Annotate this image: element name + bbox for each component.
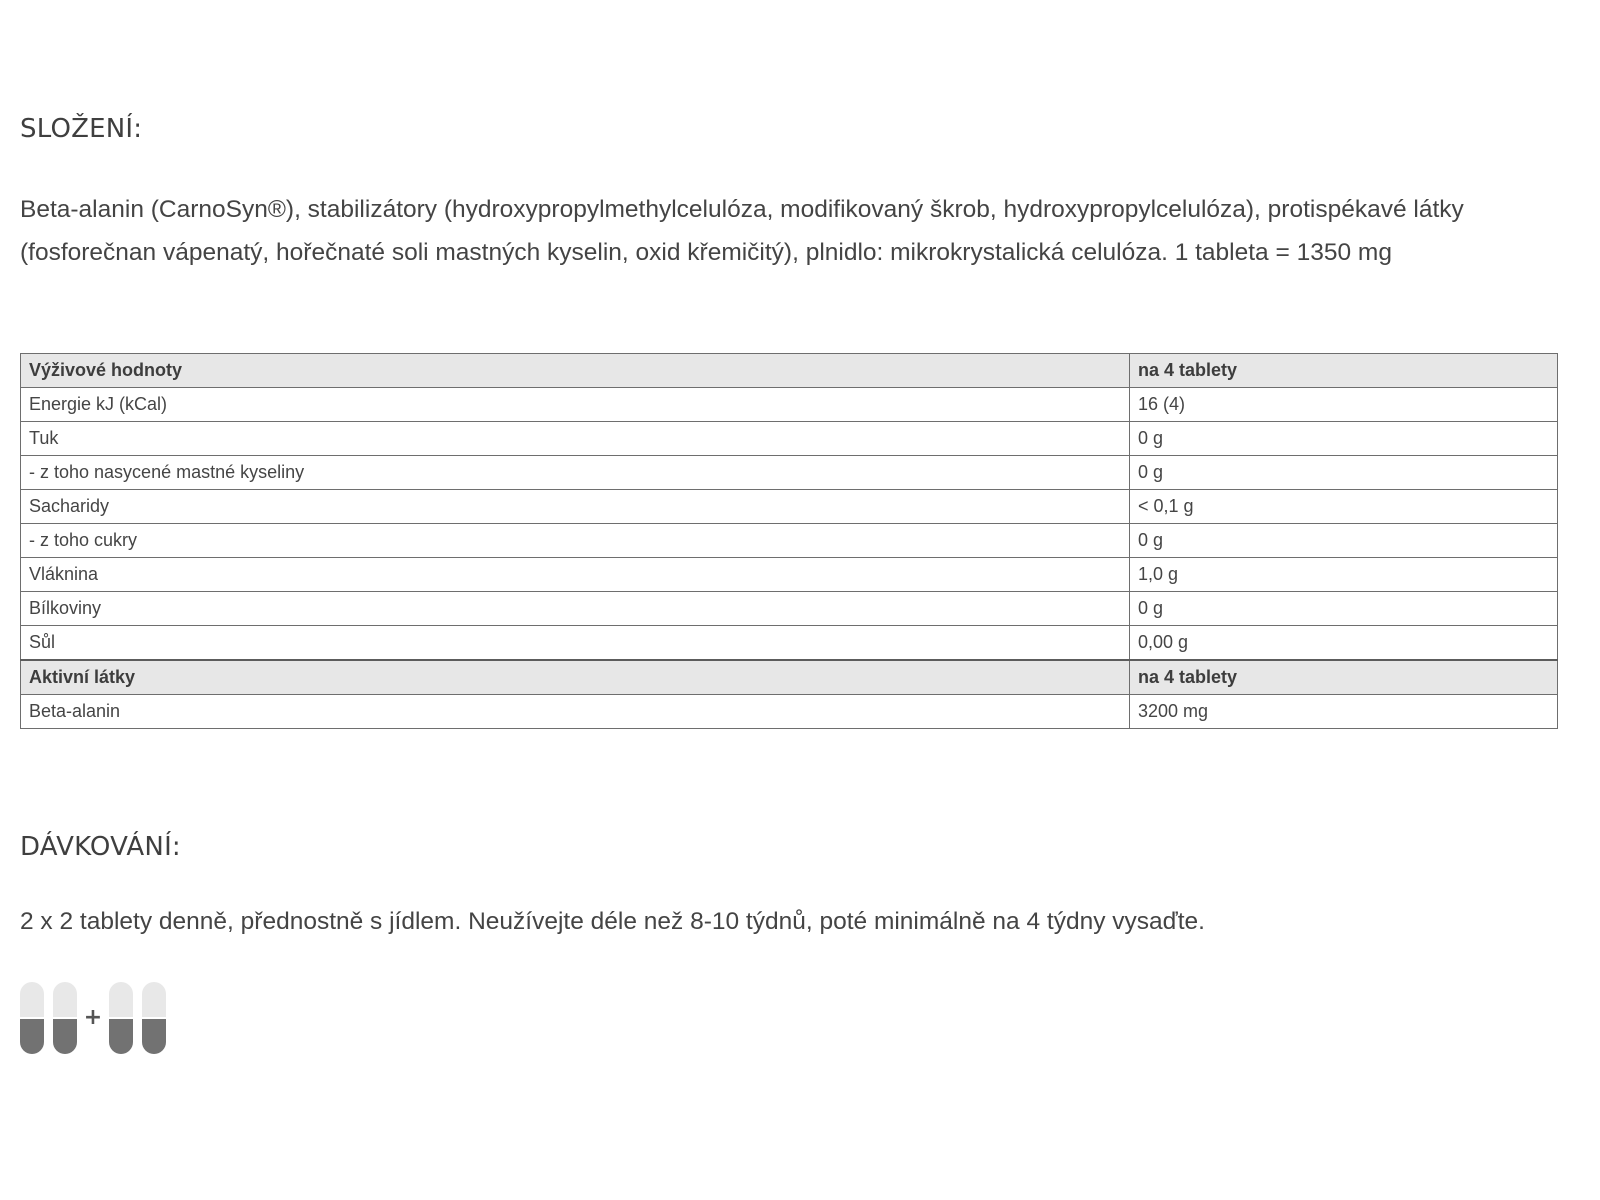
table-row xyxy=(21,592,1558,626)
nutrition-table xyxy=(20,353,1558,729)
table-row xyxy=(21,558,1558,592)
composition-text: Beta-alanin (CarnoSyn®), stabilizátory (hydroxypropylmethylcelulóza, modifikovaný škrob, hydroxypropylcelulóza), protispékavé látky (fosforečnan vápenatý, hořečnaté soli mastných kyselin, oxid křemičitý), plnidlo: mikrokrystalická celulóza. 1 tableta = 1350 mg xyxy=(20,196,1464,266)
nutrient-name: Sacharidy xyxy=(21,490,1130,524)
table-row xyxy=(21,626,1558,661)
table-row xyxy=(21,695,1558,729)
dosage-heading: DÁVKOVÁNÍ: xyxy=(20,832,181,862)
nutrient-name: Energie kJ (kCal) xyxy=(21,388,1130,422)
nutrient-name: - z toho cukry xyxy=(21,524,1130,558)
capsule-icon xyxy=(142,982,166,1054)
dosage-text: 2 x 2 tablety denně, přednostně s jídlem. Neužívejte déle než 8-10 týdnů, poté minimálně na 4 týdny vysaďte. xyxy=(20,908,1205,935)
capsules-2-plus-2-icon xyxy=(20,982,180,1058)
active-substance-value: 3200 mg xyxy=(1130,695,1558,729)
nutrient-value: 0 g xyxy=(1130,456,1558,490)
table-row xyxy=(21,524,1558,558)
nutrient-value: 0,00 g xyxy=(1130,626,1558,661)
active-header-value: na 4 tablety xyxy=(1130,660,1558,695)
nutrient-value: < 0,1 g xyxy=(1130,490,1558,524)
nutrient-name: Vláknina xyxy=(21,558,1130,592)
capsule-icon xyxy=(109,982,133,1054)
nutrient-value: 0 g xyxy=(1130,592,1558,626)
nutrition-header-name: Výživové hodnoty xyxy=(21,354,1130,388)
capsule-icon xyxy=(20,982,44,1054)
nutrient-name: Sůl xyxy=(21,626,1130,661)
nutrient-value: 0 g xyxy=(1130,524,1558,558)
nutrient-value: 0 g xyxy=(1130,422,1558,456)
table-row xyxy=(21,388,1558,422)
nutrient-name: Bílkoviny xyxy=(21,592,1130,626)
composition-heading: SLOŽENÍ: xyxy=(20,114,143,144)
nutrient-name: Tuk xyxy=(21,422,1130,456)
nutrition-header-value: na 4 tablety xyxy=(1130,354,1558,388)
table-row xyxy=(21,422,1558,456)
capsule-icon xyxy=(53,982,77,1054)
nutrient-value: 1,0 g xyxy=(1130,558,1558,592)
active-substance-name: Beta-alanin xyxy=(21,695,1130,729)
active-substances-header-row xyxy=(21,660,1558,695)
table-row xyxy=(21,456,1558,490)
nutrition-header-row xyxy=(21,354,1558,388)
plus-sign: + xyxy=(83,1005,103,1030)
table-row xyxy=(21,490,1558,524)
active-header-name: Aktivní látky xyxy=(21,660,1130,695)
nutrient-value: 16 (4) xyxy=(1130,388,1558,422)
nutrient-name: - z toho nasycené mastné kyseliny xyxy=(21,456,1130,490)
